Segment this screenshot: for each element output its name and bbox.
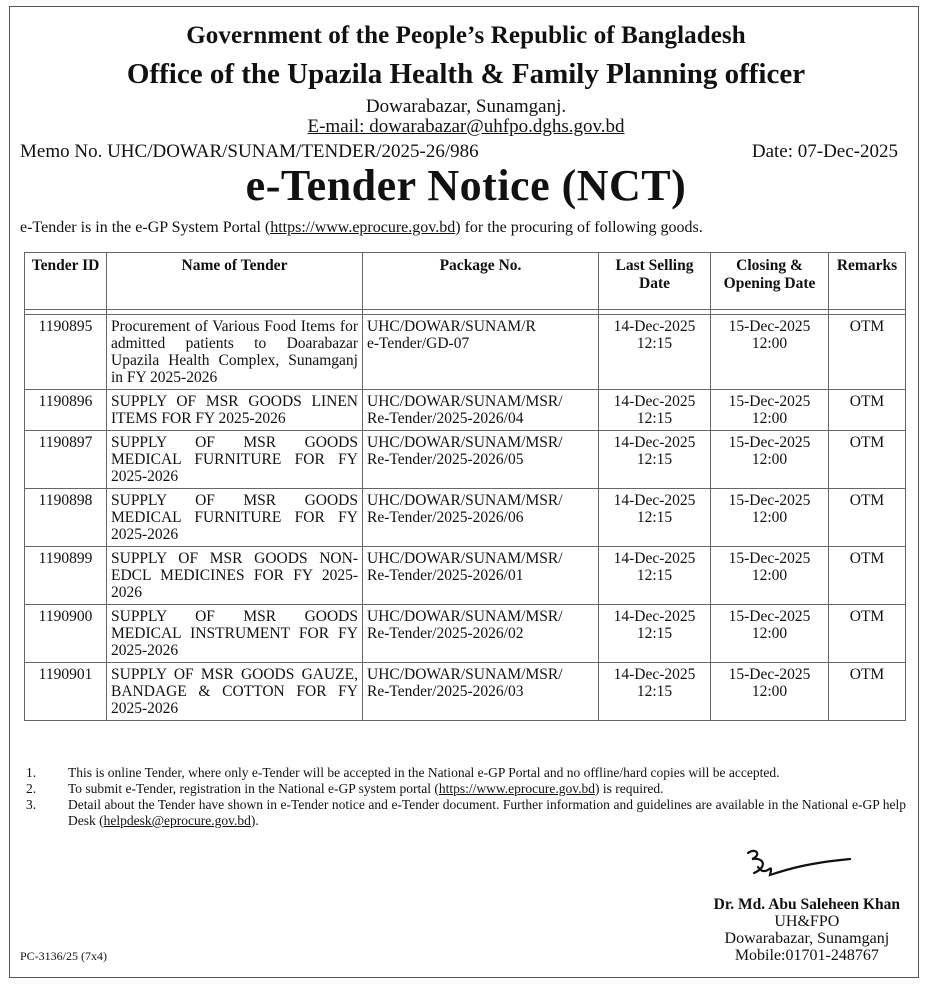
- closing-opening-date: 15-Dec-2025 12:00: [711, 315, 829, 390]
- tender-id: 1190897: [25, 431, 107, 489]
- tender-id: 1190896: [25, 390, 107, 431]
- signatory-mobile: Mobile:01701-248767: [734, 947, 879, 964]
- signature-block: [714, 896, 900, 964]
- package-no: UHC/DOWAR/SUNAM/MSR/ Re-Tender/2025-2026/05: [363, 431, 599, 489]
- notes-list: [26, 765, 906, 829]
- office-address: Dowarabazar, Sunamganj.: [365, 96, 567, 117]
- remarks: OTM: [829, 605, 906, 663]
- table-row: [25, 390, 906, 431]
- remarks: OTM: [829, 489, 906, 547]
- last-selling-date: 14-Dec-2025 12:15: [599, 315, 711, 390]
- note-item: 2. To submit e-Tender, registration in the National e-GP system portal (https://www.eprocure.gov.bd) is required.: [26, 781, 664, 796]
- header-remarks: Remarks: [829, 253, 906, 310]
- tender-table: [24, 252, 906, 721]
- note-item: 1. This is online Tender, where only e-Tender will be accepted in the National e-GP Portal and no offline/hard copies will be accepted.: [26, 765, 780, 780]
- memo-number: Memo No. UHC/DOWAR/SUNAM/TENDER/2025-26/986: [20, 141, 479, 162]
- remarks: OTM: [829, 663, 906, 721]
- tender-name: SUPPLY OF MSR GOODS NON-EDCL MEDICINES FOR FY 2025-2026: [107, 547, 363, 605]
- helpdesk-email-link[interactable]: helpdesk@eprocure.gov.bd: [103, 813, 251, 828]
- notice-date: Date: 07-Dec-2025: [751, 141, 898, 162]
- header-selling-date: Last Selling Date: [599, 253, 711, 310]
- remarks: OTM: [829, 315, 906, 390]
- package-no: UHC/DOWAR/SUNAM/MSR/ Re-Tender/2025-2026/02: [363, 605, 599, 663]
- tender-name: Procurement of Various Food Items for admitted patients to Doarabazar Upazila Health Complex, Sunamganj in FY 2025-2026: [107, 315, 363, 390]
- header-name: Name of Tender: [107, 253, 363, 310]
- tender-name: SUPPLY OF MSR GOODS LINEN ITEMS FOR FY 2025-2026: [107, 390, 363, 431]
- header-package: Package No.: [363, 253, 599, 310]
- remarks: OTM: [829, 547, 906, 605]
- table-row: [25, 605, 906, 663]
- remarks: OTM: [829, 431, 906, 489]
- closing-opening-date: 15-Dec-2025 12:00: [711, 663, 829, 721]
- table-row: [25, 431, 906, 489]
- signatory-designation: UH&FPO: [774, 913, 840, 930]
- last-selling-date: 14-Dec-2025 12:15: [599, 489, 711, 547]
- tender-id: 1190895: [25, 315, 107, 390]
- package-no: UHC/DOWAR/SUNAM/MSR/ Re-Tender/2025-2026/01: [363, 547, 599, 605]
- office-email: E-mail: dowarabazar@uhfpo.dghs.gov.bd: [307, 116, 625, 137]
- table-row: [25, 489, 906, 547]
- last-selling-date: 14-Dec-2025 12:15: [599, 663, 711, 721]
- handwritten-signature: [738, 845, 858, 890]
- tender-id: 1190899: [25, 547, 107, 605]
- closing-opening-date: 15-Dec-2025 12:00: [711, 605, 829, 663]
- intro-text: e-Tender is in the e-GP System Portal (https://www.eprocure.gov.bd) for the procuring of following goods.: [20, 219, 703, 236]
- package-no: UHC/DOWAR/SUNAM/R e-Tender/GD-07: [363, 315, 599, 390]
- closing-opening-date: 15-Dec-2025 12:00: [711, 431, 829, 489]
- notice-title: e-Tender Notice (NCT): [245, 161, 687, 210]
- eprocure-link[interactable]: https://www.eprocure.gov.bd: [270, 219, 456, 236]
- header-tender-id: Tender ID: [25, 253, 107, 310]
- table-row: [25, 663, 906, 721]
- table-row: [25, 315, 906, 390]
- closing-opening-date: 15-Dec-2025 12:00: [711, 489, 829, 547]
- government-heading: Government of the People’s Republic of Bangladesh: [186, 22, 746, 49]
- eprocure-link[interactable]: https://www.eprocure.gov.bd: [438, 781, 595, 796]
- tender-id: 1190900: [25, 605, 107, 663]
- tender-name: SUPPLY OF MSR GOODS GAUZE, BANDAGE & COTTON FOR FY 2025-2026: [107, 663, 363, 721]
- last-selling-date: 14-Dec-2025 12:15: [599, 605, 711, 663]
- package-no: UHC/DOWAR/SUNAM/MSR/ Re-Tender/2025-2026/06: [363, 489, 599, 547]
- tender-name: SUPPLY OF MSR GOODS MEDICAL FURNITURE FOR FY 2025-2026: [107, 489, 363, 547]
- office-heading: Office of the Upazila Health & Family Planning officer: [126, 58, 806, 90]
- signatory-name: Dr. Md. Abu Saleheen Khan: [713, 896, 900, 913]
- tender-id: 1190901: [25, 663, 107, 721]
- table-row: [25, 547, 906, 605]
- remarks: OTM: [829, 390, 906, 431]
- last-selling-date: 14-Dec-2025 12:15: [599, 431, 711, 489]
- header-closing-date: Closing & Opening Date: [711, 253, 829, 310]
- closing-opening-date: 15-Dec-2025 12:00: [711, 390, 829, 431]
- last-selling-date: 14-Dec-2025 12:15: [599, 547, 711, 605]
- tender-id: 1190898: [25, 489, 107, 547]
- package-no: UHC/DOWAR/SUNAM/MSR/ Re-Tender/2025-2026/04: [363, 390, 599, 431]
- table-header-row: [25, 253, 906, 310]
- tender-name: SUPPLY OF MSR GOODS MEDICAL FURNITURE FOR FY 2025-2026: [107, 431, 363, 489]
- last-selling-date: 14-Dec-2025 12:15: [599, 390, 711, 431]
- note-item: 3. Detail about the Tender have shown in e-Tender notice and e-Tender document. Further information and guidelines are available in the National e-GP help Desk (helpdesk@eprocure.gov.bd).: [26, 797, 906, 828]
- signatory-location: Dowarabazar, Sunamganj: [724, 930, 890, 947]
- tender-name: SUPPLY OF MSR GOODS MEDICAL INSTRUMENT FOR FY 2025-2026: [107, 605, 363, 663]
- print-code: PC-3136/25 (7x4): [20, 949, 107, 963]
- closing-opening-date: 15-Dec-2025 12:00: [711, 547, 829, 605]
- package-no: UHC/DOWAR/SUNAM/MSR/ Re-Tender/2025-2026/03: [363, 663, 599, 721]
